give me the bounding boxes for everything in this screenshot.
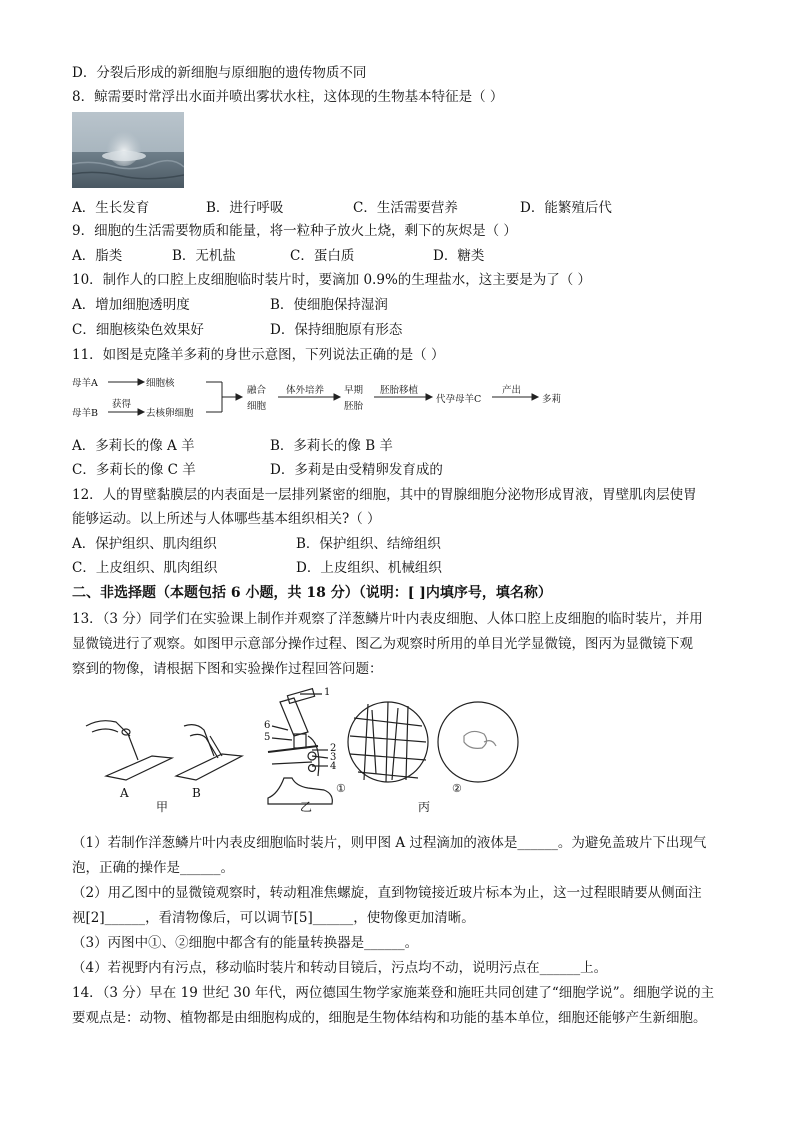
- q9-option-b: B．无机盐: [172, 248, 236, 264]
- flow-enucleated-egg: 去核卵细胞: [146, 408, 194, 419]
- fig-label-yi: 乙: [300, 800, 313, 814]
- fig-label-a: A: [120, 786, 129, 800]
- fig-label-n5: 5: [264, 732, 271, 743]
- q8-option-c: C．生活需要营养: [353, 200, 458, 216]
- q8-option-d: D．能繁殖后代: [520, 200, 612, 216]
- q11-option-d: D．多莉是由受精卵发育成的: [270, 462, 443, 478]
- flow-dolly: 多莉: [542, 394, 562, 405]
- q14-stem-line-1: 14．（3 分）早在 19 世纪 30 年代，两位德国生物学家施莱登和施旺共同创建了“细胞学说”。细胞学说的主: [72, 985, 715, 1001]
- q14-stem-line-2: 要观点是：动物、植物都是由细胞构成的，细胞是生物体结构和功能的基本单位，细胞还能够产生新细胞。: [72, 1010, 707, 1026]
- q8-stem: 8．鲸需要时常浮出水面并喷出雾状水柱，这体现的生物基本特征是（ ）: [72, 89, 504, 105]
- fig-label-n6: 6: [264, 720, 271, 731]
- flow-ewe-a: 母羊A: [72, 378, 98, 389]
- fig-label-bing: 丙: [418, 800, 431, 814]
- q11-stem: 11．如图是克隆羊多莉的身世示意图，下列说法正确的是（ ）: [72, 347, 445, 363]
- flow-birth: 产出: [502, 385, 522, 396]
- q13-part-2-line-1: （2）用乙图中的显微镜观察时，转动粗准焦螺旋，直到物镜接近玻片标本为止，这一过程眼睛要从侧面注: [72, 885, 702, 901]
- whale-spout-photo: [72, 112, 184, 188]
- q13-part-2-line-2: 视[2]______，看清物像后，可以调节[5]______，使物像更加清晰。: [72, 910, 475, 926]
- q10-stem: 10．制作人的口腔上皮细胞临时装片时，要滴加 0.9%的生理盐水，这主要是为了（ ）: [72, 272, 592, 288]
- flow-surrogate: 代孕母羊C: [436, 394, 482, 405]
- q13-figure: [72, 686, 682, 814]
- q11-option-b: B．多莉长的像 B 羊: [270, 438, 393, 454]
- q10-option-a: A．增加细胞透明度: [72, 297, 190, 313]
- q13-stem-line-2: 显微镜进行了观察。如图甲示意部分操作过程、图乙为观察时所用的单目光学显微镜，图丙为显微镜下观: [72, 636, 693, 652]
- fig-label-circle-2: ②: [452, 782, 462, 795]
- q12-option-c: C．上皮组织、肌肉组织: [72, 560, 218, 576]
- q12-option-a: A．保护组织、肌肉组织: [72, 536, 217, 552]
- q9-stem: 9．细胞的生活需要物质和能量，将一粒种子放火上烧，剩下的灰烬是（ ）: [72, 223, 517, 239]
- fig-label-n1: 1: [324, 687, 331, 698]
- q9-option-d: D．糖类: [433, 248, 485, 264]
- q7-option-d: D．分裂后形成的新细胞与原细胞的遗传物质不同: [72, 65, 367, 81]
- flow-ewe-b: 母羊B: [72, 408, 98, 419]
- q13-part-4: （4）若视野内有污点，移动临时装片和转动目镜后，污点均不动，说明污点在______上。: [72, 960, 608, 976]
- flow-obtain: 获得: [112, 399, 132, 410]
- flow-culture: 体外培养: [286, 385, 325, 396]
- q13-stem-line-1: 13．（3 分）同学们在实验课上制作并观察了洋葱鳞片叶内表皮细胞、人体口腔上皮细胞的临时装片，并用: [72, 611, 703, 627]
- q9-option-c: C．蛋白质: [290, 248, 355, 264]
- q12-stem-line-1: 12．人的胃壁黏膜层的内表面是一层排列紧密的细胞，其中的胃腺细胞分泌物形成胃液，胃壁肌肉层使胃: [72, 487, 697, 503]
- q13-stem-line-3: 察到的物像，请根据下图和实验操作过程回答问题：: [72, 661, 383, 677]
- q13-part-1-line-1: （1）若制作洋葱鳞片叶内表皮细胞临时装片，则甲图 A 过程滴加的液体是______。为避免盖玻片下出现气: [72, 835, 707, 851]
- q12-stem-line-2: 能够运动。以上所述与人体哪些基本组织相关?（ ）: [72, 511, 381, 527]
- flow-fuse-1: 融合: [247, 385, 267, 396]
- fig-label-circle-1: ①: [336, 782, 346, 795]
- fig-label-n3: 3: [330, 752, 337, 763]
- q11-option-c: C．多莉长的像 C 羊: [72, 462, 196, 478]
- fig-label-n4: 4: [330, 761, 337, 772]
- q8-option-b: B．进行呼吸: [206, 200, 284, 216]
- fig-label-jia: 甲: [156, 800, 169, 814]
- q9-option-a: A．脂类: [72, 248, 123, 264]
- q12-option-d: D．上皮组织、机械组织: [296, 560, 442, 576]
- flow-nucleus: 细胞核: [146, 378, 175, 389]
- q10-option-b: B．使细胞保持湿润: [270, 297, 388, 313]
- q13-part-3: （3）丙图中①、②细胞中都含有的能量转换器是______。: [72, 935, 419, 951]
- flow-transplant: 胚胎移植: [380, 385, 419, 396]
- flow-fuse-2: 细胞: [247, 401, 267, 412]
- flow-early-2: 胚胎: [344, 401, 364, 412]
- q13-part-1-line-2: 泡，正确的操作是______。: [72, 860, 234, 876]
- fig-label-n2: 2: [330, 743, 337, 754]
- q8-option-a: A．生长发育: [72, 200, 150, 216]
- q10-option-d: D．保持细胞原有形态: [270, 322, 403, 338]
- q10-option-c: C．细胞核染色效果好: [72, 322, 204, 338]
- fig-label-b: B: [192, 786, 201, 800]
- q11-option-a: A．多莉长的像 A 羊: [72, 438, 195, 454]
- dolly-clone-flow-diagram: [72, 368, 592, 428]
- flow-early-1: 早期: [344, 385, 364, 396]
- section-2-title: 二、非选择题（本题包括 6 小题，共 18 分）（说明：[ ]内填序号，填名称）: [72, 585, 552, 601]
- q12-option-b: B．保护组织、结缔组织: [296, 536, 441, 552]
